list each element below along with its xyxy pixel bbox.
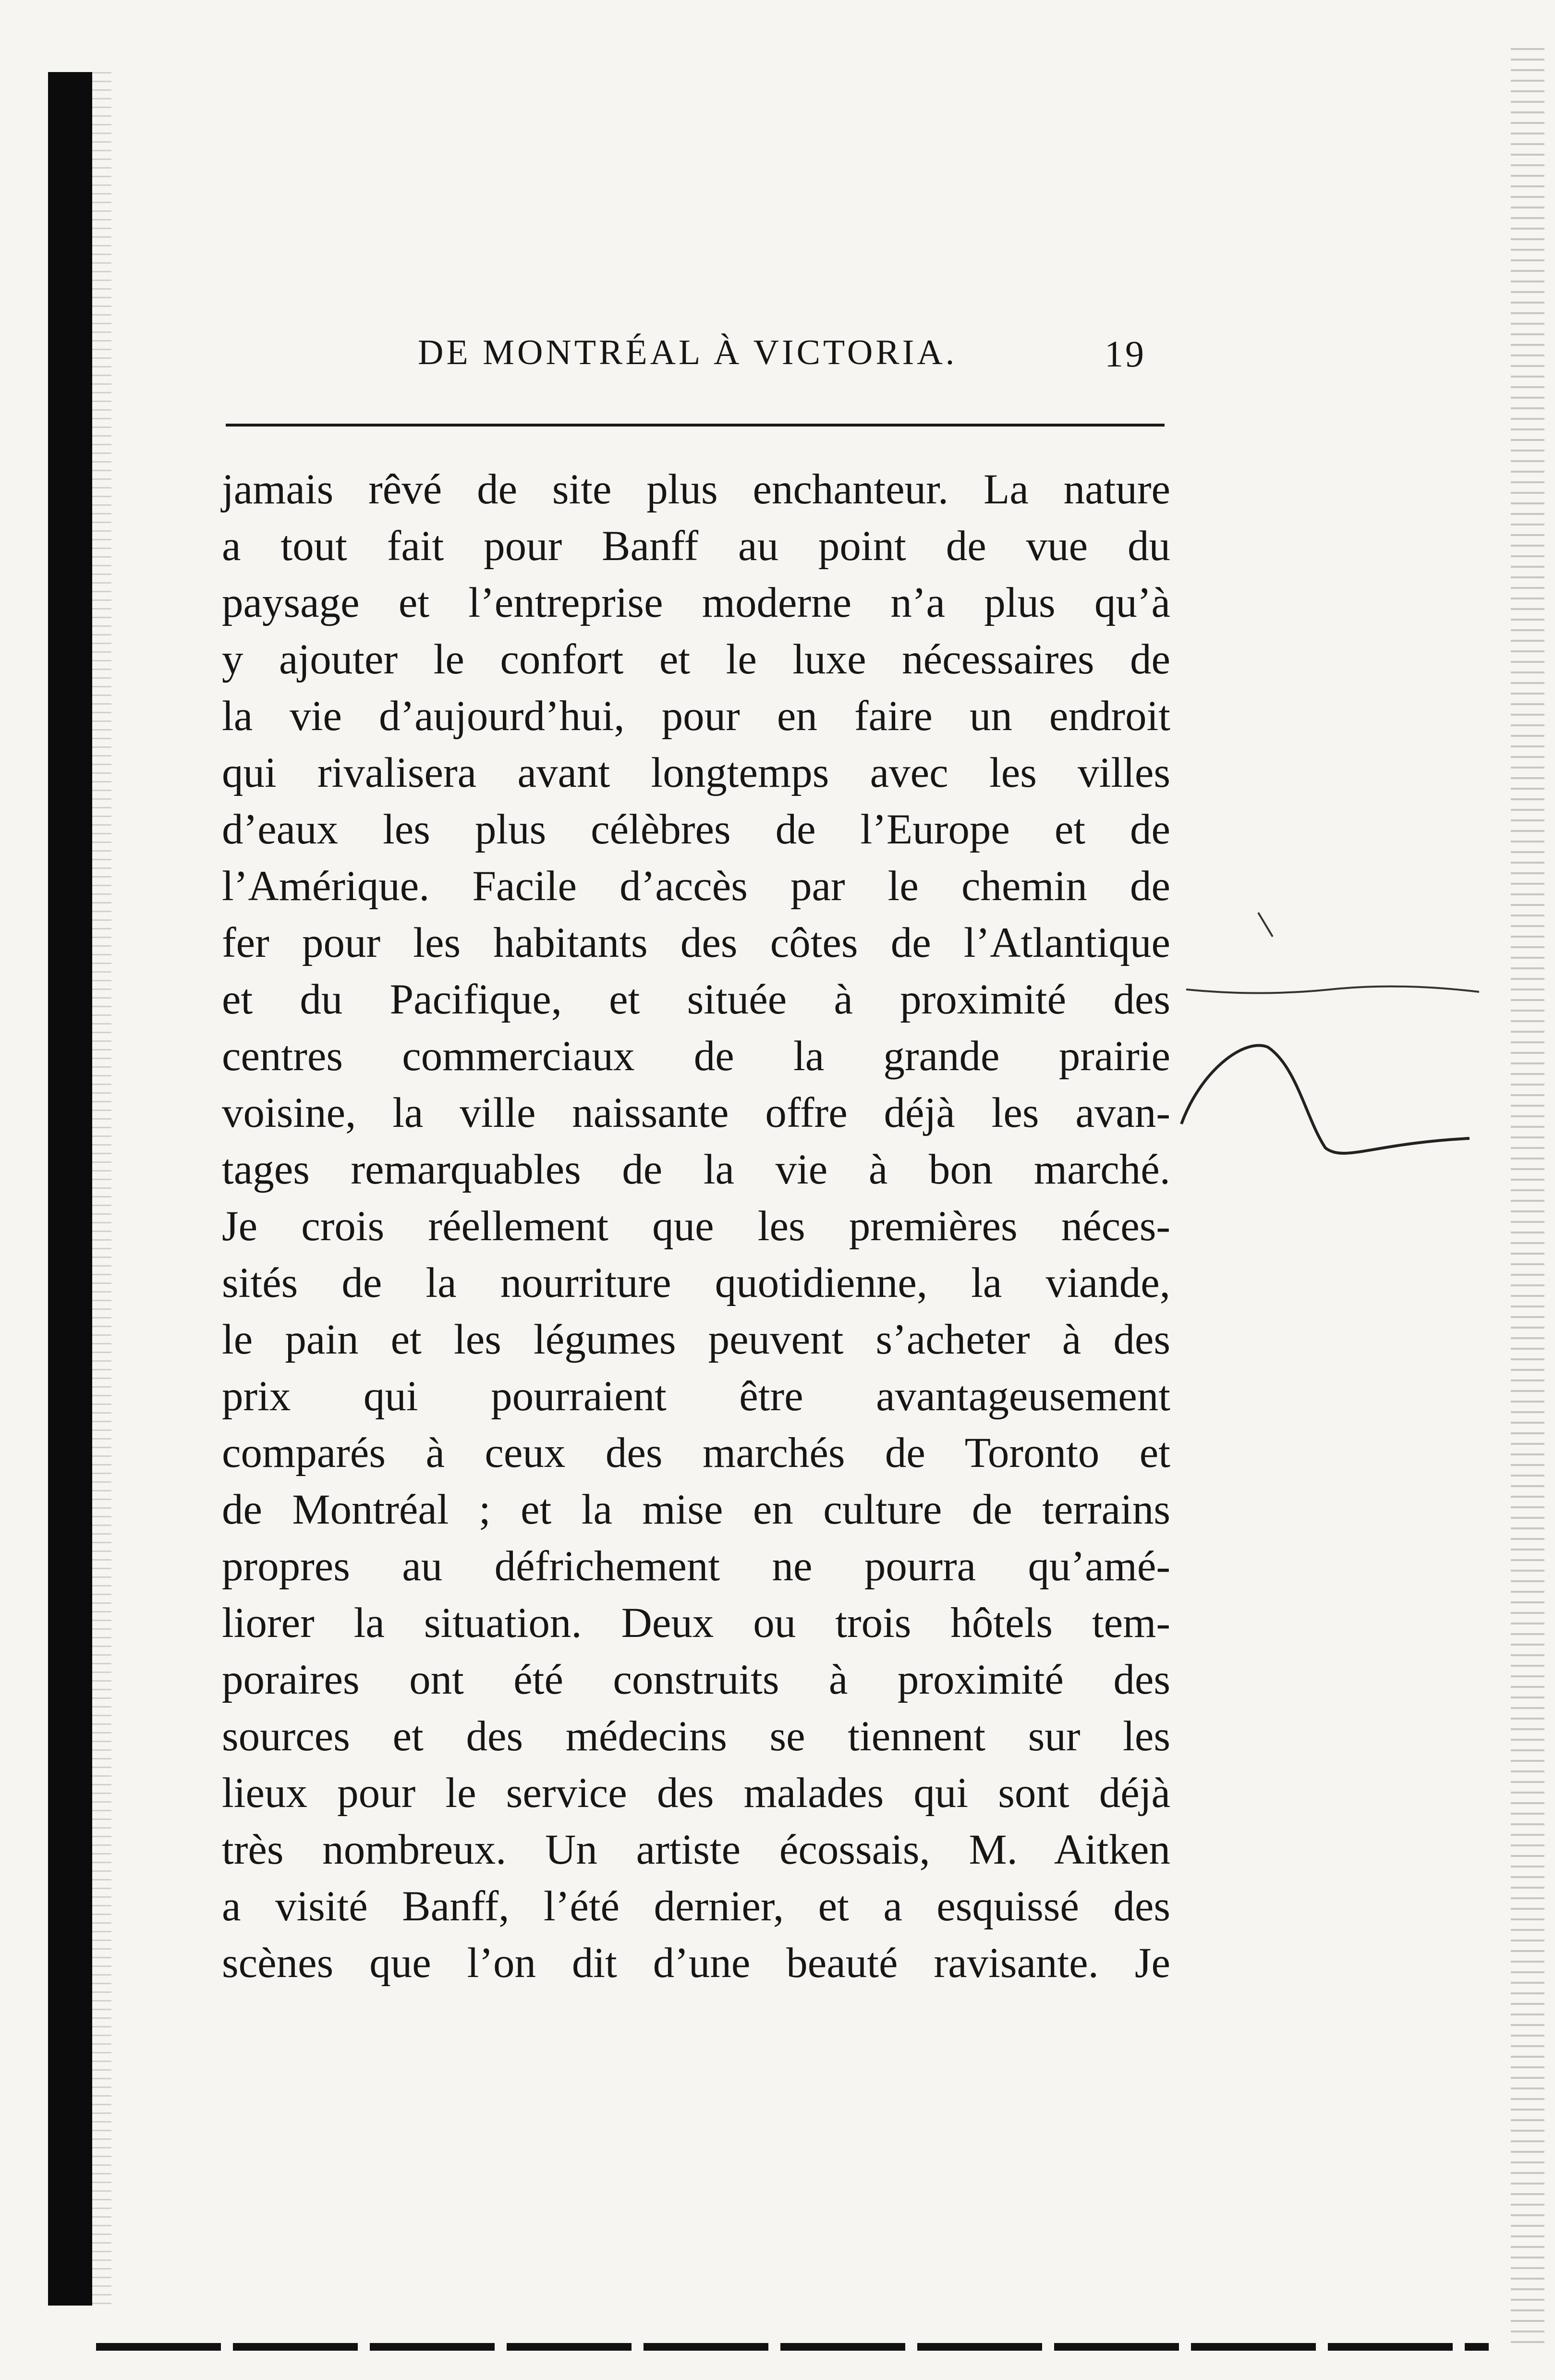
text-line: sités de la nourriture quotidienne, la viande, [222, 1259, 1170, 1306]
text-line: de Montréal ; et la mise en culture de terrains [222, 1486, 1170, 1533]
text-line: qui rivalisera avant longtemps avec les villes [222, 749, 1170, 796]
text-line: propres au défrichement ne pourra qu’amé- [222, 1543, 1170, 1590]
running-head [226, 331, 1162, 399]
text-line: d’eaux les plus célèbres de l’Europe et de [222, 806, 1170, 853]
scan-shadow-left [48, 72, 92, 2306]
text-line: prix qui pourraient être avantageusement [222, 1373, 1170, 1420]
text-line: lieux pour le service des malades qui sont déjà [222, 1770, 1170, 1817]
text-line: le pain et les légumes peuvent s’acheter à des [222, 1316, 1170, 1363]
text-line: paysage et l’entreprise moderne n’a plus qu’à [222, 579, 1170, 626]
running-title: DE MONTRÉAL À VICTORIA. [418, 333, 958, 372]
text-line: a tout fait pour Banff au point de vue du [222, 523, 1170, 570]
text-line: comparés à ceux des marchés de Toronto et [222, 1429, 1170, 1477]
scan-noise-right [1511, 48, 1544, 2344]
text-line: la vie d’aujourd’hui, pour en faire un endroit [222, 693, 1170, 740]
text-line: tages remarquables de la vie à bon marché. [222, 1146, 1170, 1193]
text-line: centres commerciaux de la grande prairie [222, 1033, 1170, 1080]
text-line: très nombreux. Un artiste écossais, M. Aitken [222, 1826, 1170, 1873]
text-line: sources et des médecins se tiennent sur les [222, 1713, 1170, 1760]
text-line: voisine, la ville naissante offre déjà les avan- [222, 1089, 1170, 1136]
body-text [222, 461, 1170, 2013]
header-rule [226, 424, 1165, 427]
text-line: y ajouter le confort et le luxe nécessaires de [222, 636, 1170, 683]
text-line: l’Amérique. Facile d’accès par le chemin de [222, 863, 1170, 910]
pencil-annotation [1172, 913, 1484, 1220]
scan-shadow-bottom [96, 2343, 1489, 2351]
text-line: jamais rêvé de site plus enchanteur. La nature [222, 466, 1170, 513]
text-line: scènes que l’on dit d’une beauté ravisante. Je [222, 1940, 1170, 1987]
text-line: et du Pacifique, et située à proximité des [222, 976, 1170, 1023]
text-line: a visité Banff, l’été dernier, et a esquissé des [222, 1883, 1170, 1930]
text-line: liorer la situation. Deux ou trois hôtels tem- [222, 1599, 1170, 1647]
scan-noise-left [92, 72, 111, 2306]
text-line: Je crois réellement que les premières néces- [222, 1203, 1170, 1250]
text-line: fer pour les habitants des côtes de l’Atlantique [222, 919, 1170, 966]
page-number: 19 [1105, 333, 1146, 375]
text-line: poraires ont été construits à proximité des [222, 1656, 1170, 1703]
